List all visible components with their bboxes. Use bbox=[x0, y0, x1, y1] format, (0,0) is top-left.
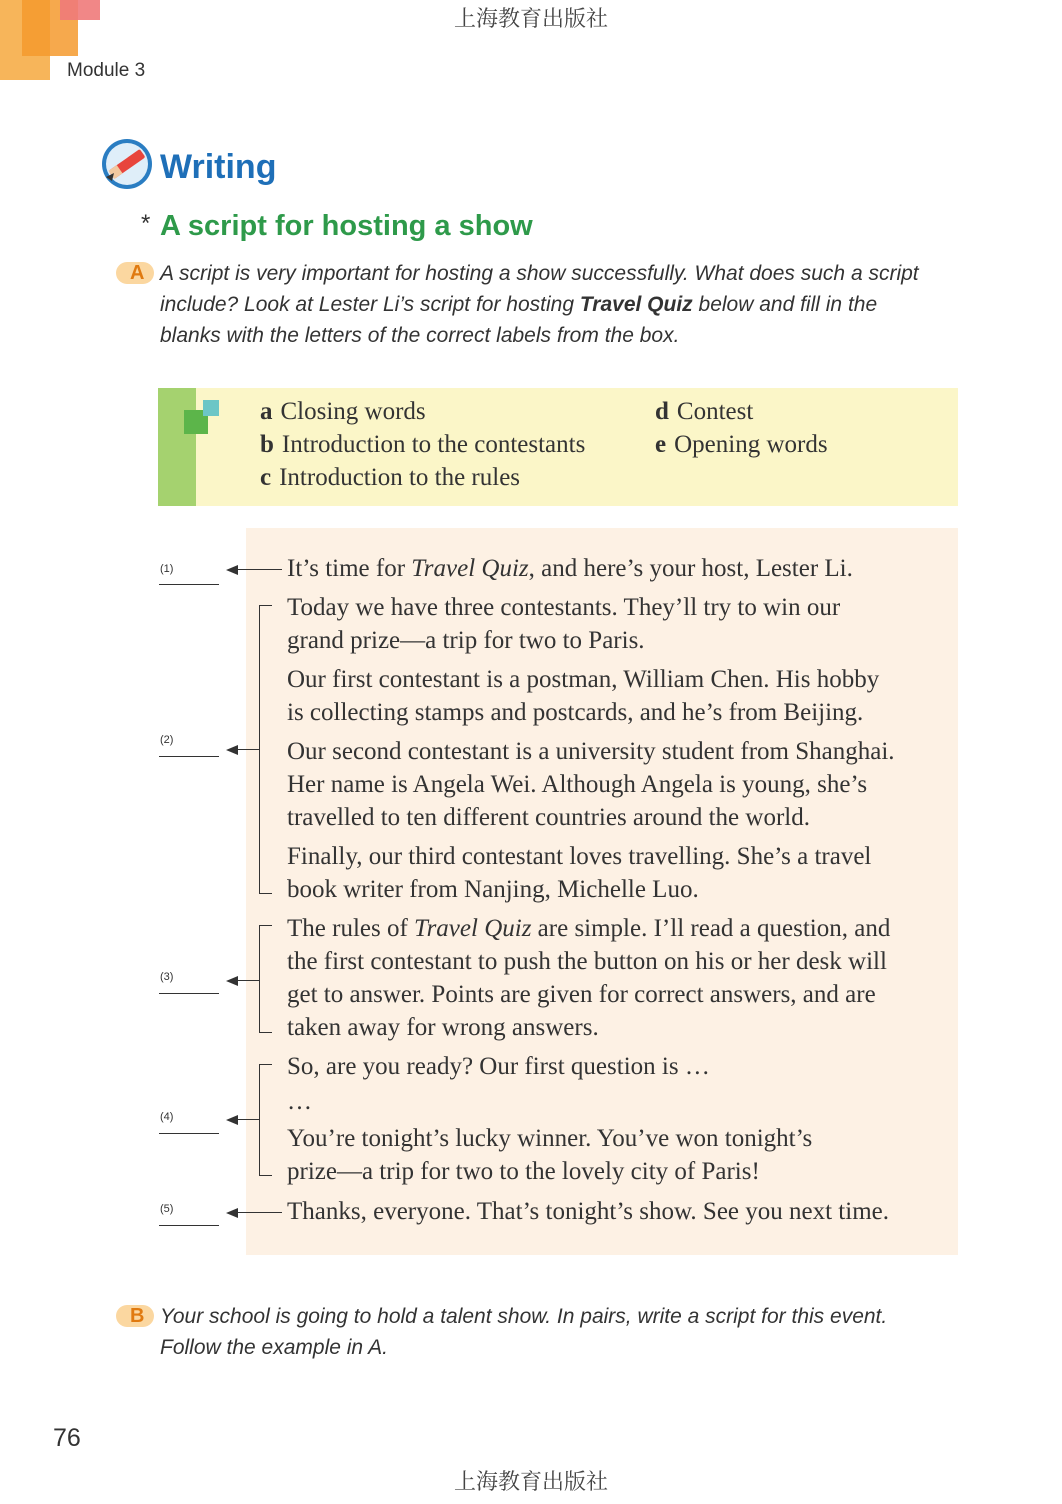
instruction-text: include? Look at Lester Li’s script for hosting bbox=[160, 293, 580, 316]
bracket bbox=[259, 605, 272, 894]
part-b-instruction bbox=[160, 1301, 887, 1363]
script-line: Today we have three contestants. They’ll try to win our bbox=[287, 594, 841, 621]
arrow-left-icon bbox=[226, 745, 238, 755]
label-item: c Introduction to the rules bbox=[260, 464, 521, 491]
script-line: Her name is Angela Wei. Although Angela is young, she’s bbox=[287, 771, 868, 798]
script-line: the first contestant to push the button on his or her desk will bbox=[287, 948, 887, 975]
instruction-line bbox=[160, 289, 919, 320]
publisher-footer: 上海教育出版社 bbox=[453, 1470, 608, 1495]
module-label: Module 3 bbox=[67, 60, 146, 81]
blank-number: (1) bbox=[160, 563, 174, 575]
instruction-line: Follow the example in A. bbox=[160, 1336, 388, 1359]
part-b-badge: B bbox=[116, 1305, 154, 1327]
part-a-instruction bbox=[160, 258, 919, 351]
labels-box-bar bbox=[158, 388, 196, 506]
script-line: Our first contestant is a postman, William Chen. His hobby bbox=[287, 666, 880, 693]
script-line: It’s time for Travel Quiz, and here’s your host, Lester Li. bbox=[287, 555, 853, 582]
instruction-line: blanks with the letters of the correct labels from the box. bbox=[160, 324, 680, 347]
instruction-line: A script is very important for hosting a show successfully. What does such a script bbox=[160, 262, 919, 285]
blank-number: (5) bbox=[160, 1203, 174, 1215]
section-title: Writing bbox=[160, 148, 277, 186]
blank-number: (4) bbox=[160, 1111, 174, 1123]
connector-line bbox=[236, 749, 260, 750]
section-subtitle: A script for hosting a show bbox=[160, 210, 533, 242]
page-number: 76 bbox=[53, 1424, 81, 1452]
label-item: b Introduction to the contestants bbox=[260, 431, 586, 458]
instruction-text: below and fill in the bbox=[692, 293, 878, 316]
script-line: get to answer. Points are given for correct answers, and are bbox=[287, 981, 876, 1008]
script-line: Our second contestant is a university student from Shanghai. bbox=[287, 738, 895, 765]
script-line: The rules of Travel Quiz are simple. I’ll read a question, and bbox=[287, 915, 891, 942]
connector-line bbox=[236, 569, 282, 570]
label-item: e Opening words bbox=[655, 431, 828, 458]
publisher-header: 上海教育出版社 bbox=[453, 7, 608, 32]
decor-square bbox=[203, 400, 219, 416]
script-line: taken away for wrong answers. bbox=[287, 1014, 599, 1041]
arrow-left-icon bbox=[226, 1208, 238, 1218]
connector-line bbox=[236, 1212, 282, 1213]
script-line: … bbox=[287, 1088, 312, 1115]
answer-blank[interactable] bbox=[159, 993, 219, 994]
answer-blank[interactable] bbox=[159, 756, 219, 757]
script-line: travelled to ten different countries around the world. bbox=[287, 804, 810, 831]
label-item: a Closing words bbox=[260, 398, 426, 425]
answer-blank[interactable] bbox=[159, 584, 219, 585]
script-line: book writer from Nanjing, Michelle Luo. bbox=[287, 876, 699, 903]
script-line: prize—a trip for two to the lovely city of Paris! bbox=[287, 1158, 760, 1185]
connector-line bbox=[236, 1119, 260, 1120]
script-line: grand prize—a trip for two to Paris. bbox=[287, 627, 645, 654]
bracket bbox=[259, 925, 272, 1033]
arrow-left-icon bbox=[226, 565, 238, 575]
answer-blank[interactable] bbox=[159, 1133, 219, 1134]
script-line: Thanks, everyone. That’s tonight’s show. See you next time. bbox=[287, 1198, 889, 1225]
pen-icon bbox=[100, 137, 154, 191]
script-line: You’re tonight’s lucky winner. You’ve won tonight’s bbox=[287, 1125, 813, 1152]
script-line: Finally, our third contestant loves travelling. She’s a travel bbox=[287, 843, 872, 870]
quiz-title-bold: Travel Quiz bbox=[579, 293, 693, 316]
optional-marker: * bbox=[141, 210, 151, 237]
blank-number: (3) bbox=[160, 971, 174, 983]
bracket bbox=[259, 1064, 272, 1176]
instruction-line: Your school is going to hold a talent show. In pairs, write a script for this event. bbox=[160, 1305, 888, 1328]
part-a-badge: A bbox=[116, 262, 154, 284]
script-line: So, are you ready? Our first question is … bbox=[287, 1053, 710, 1080]
arrow-left-icon bbox=[226, 976, 238, 986]
script-line: is collecting stamps and postcards, and he’s from Beijing. bbox=[287, 699, 864, 726]
answer-blank[interactable] bbox=[159, 1225, 219, 1226]
label-item: d Contest bbox=[655, 398, 754, 425]
blank-number: (2) bbox=[160, 734, 174, 746]
arrow-left-icon bbox=[226, 1115, 238, 1125]
connector-line bbox=[236, 980, 260, 981]
